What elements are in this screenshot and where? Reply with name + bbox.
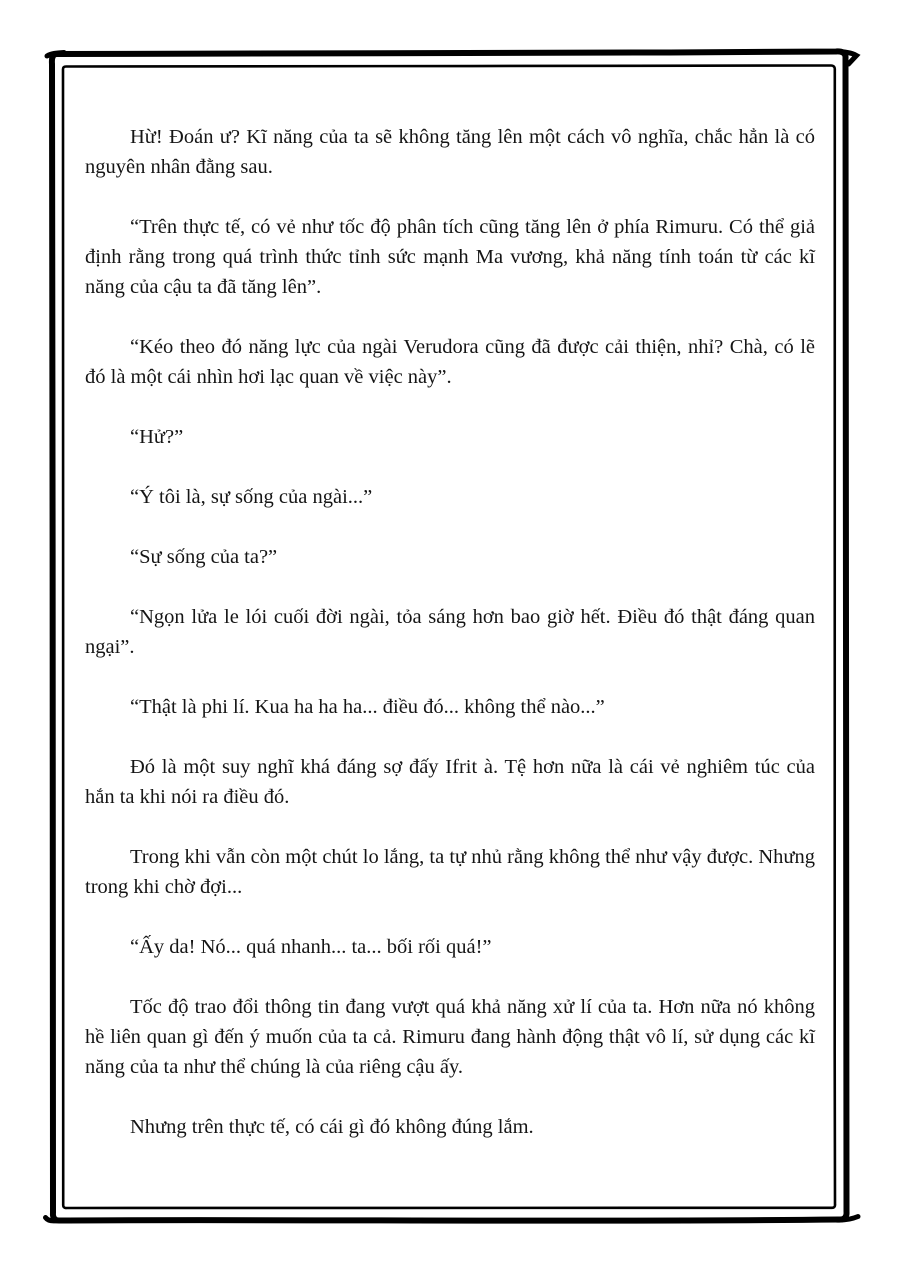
paragraph-2: “Trên thực tế, có vẻ như tốc độ phân tích cũng tăng lên ở phía Rimuru. Có thể giả định rằng trong quá trình thức tỉnh sức mạnh Ma vương, khả năng tính toán từ các kĩ năng của cậu ta đã tăng lên”. bbox=[85, 216, 815, 298]
corner-stroke-tr bbox=[836, 52, 857, 65]
paragraph-13: Nhưng trên thực tế, có cái gì đó không đúng lắm. bbox=[130, 1116, 534, 1138]
corner-stroke-br bbox=[836, 1217, 858, 1221]
paragraph-9: Đó là một suy nghĩ khá đáng sợ đấy Ifrit à. Tệ hơn nữa là cái vẻ nghiêm túc của hắn ta khi nói ra điều đó. bbox=[85, 756, 815, 808]
paragraph-12: Tốc độ trao đổi thông tin đang vượt quá khả năng xử lí của ta. Hơn nữa nó không hề liên quan gì đến ý muốn của ta cả. Rimuru đang hành động thật vô lí, sử dụng các kĩ năng của ta như thể chúng là của riêng cậu ấy. bbox=[85, 996, 815, 1078]
paragraph-10: Trong khi vẫn còn một chút lo lắng, ta tự nhủ rằng không thể như vậy được. Nhưng trong khi chờ đợi... bbox=[85, 846, 815, 898]
corner-stroke-tl bbox=[47, 53, 64, 57]
paragraph-7: “Ngọn lửa le lói cuối đời ngài, tỏa sáng hơn bao giờ hết. Điều đó thật đáng quan ngại”. bbox=[85, 606, 815, 658]
paragraph-3: “Kéo theo đó năng lực của ngài Verudora cũng đã được cải thiện, nhỉ? Chà, có lẽ đó là một cái nhìn hơi lạc quan về việc này”. bbox=[85, 336, 815, 388]
page-text-content bbox=[85, 122, 815, 1172]
paragraph-11: “Ấy da! Nó... quá nhanh... ta... bối rối quá!” bbox=[130, 936, 492, 958]
paragraph-6: “Sự sống của ta?” bbox=[130, 546, 278, 568]
corner-stroke-bl bbox=[46, 1218, 59, 1221]
paragraph-5: “Ý tôi là, sự sống của ngài...” bbox=[130, 486, 373, 508]
paragraph-1: Hừ! Đoán ư? Kĩ năng của ta sẽ không tăng lên một cách vô nghĩa, chắc hẳn là có nguyên nhân đằng sau. bbox=[85, 126, 815, 178]
paragraph-8: “Thật là phi lí. Kua ha ha ha... điều đó... không thể nào...” bbox=[130, 696, 605, 718]
paragraph-4: “Hử?” bbox=[130, 426, 184, 448]
